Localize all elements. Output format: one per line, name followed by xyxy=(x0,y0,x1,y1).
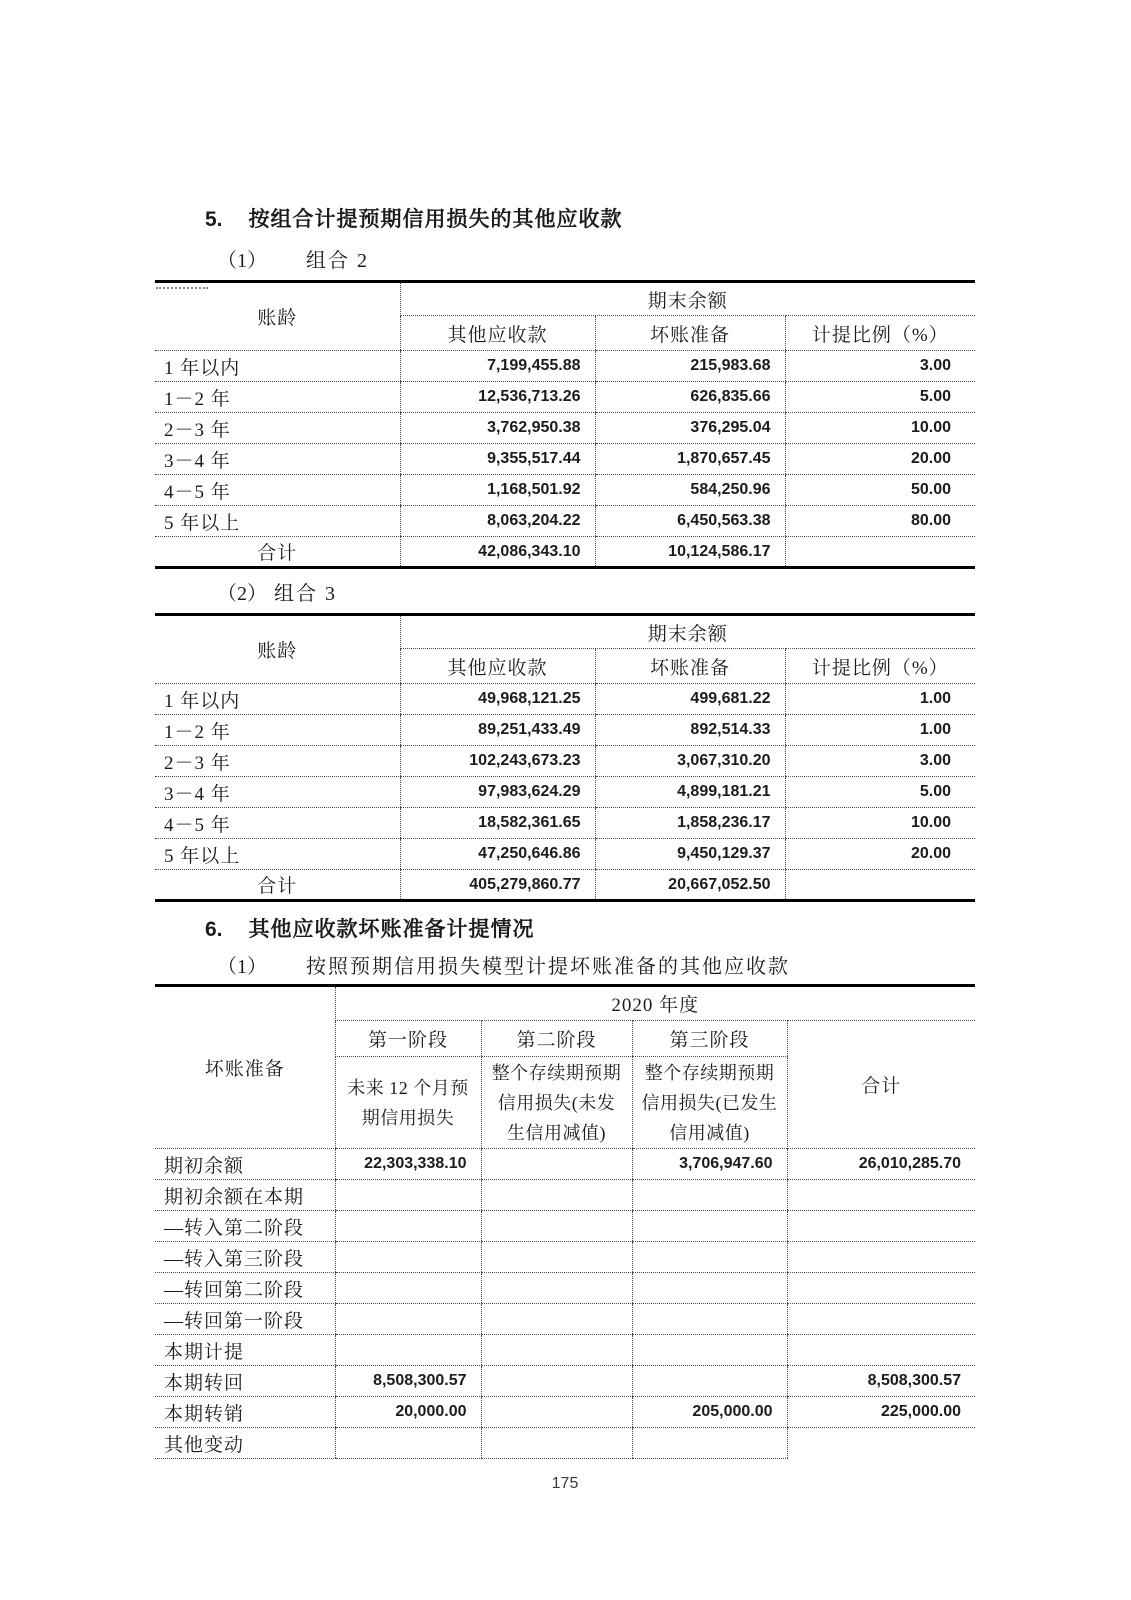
row-label-cell: —转入第二阶段 xyxy=(155,1211,335,1242)
provision-cell: 1,870,657.45 xyxy=(595,444,785,475)
stage1-cell xyxy=(335,1304,481,1335)
provision-cell: 584,250.96 xyxy=(595,475,785,506)
column-header-provision: 坏账准备 xyxy=(595,649,785,684)
receivable-cell: 102,243,673.23 xyxy=(400,746,595,777)
stage2-cell xyxy=(481,1428,632,1459)
provision-cell: 4,899,181.21 xyxy=(595,777,785,808)
stage1-cell: 8,508,300.57 xyxy=(335,1366,481,1397)
stage3-cell xyxy=(632,1242,787,1273)
receivable-cell: 18,582,361.65 xyxy=(400,808,595,839)
ratio-cell: 1.00 xyxy=(785,715,975,746)
provision-cell: 6,450,563.38 xyxy=(595,506,785,537)
ratio-cell: 50.00 xyxy=(785,475,975,506)
total-cell xyxy=(787,1211,975,1242)
aging-cell: 2－3 年 xyxy=(155,746,400,777)
row-label-cell: 本期转销 xyxy=(155,1397,335,1428)
aging-cell: 1 年以内 xyxy=(155,351,400,382)
stage3-header: 第三阶段 xyxy=(632,1021,787,1057)
table-row xyxy=(155,1397,975,1428)
total-label-cell: 合计 xyxy=(155,537,400,568)
receivable-cell: 97,983,624.29 xyxy=(400,777,595,808)
row-label-cell: 本期转回 xyxy=(155,1366,335,1397)
total-cell xyxy=(787,1304,975,1335)
table-row xyxy=(155,1428,975,1459)
aging-cell: 5 年以上 xyxy=(155,506,400,537)
column-header-ratio: 计提比例（%） xyxy=(785,316,975,351)
ratio-cell: 20.00 xyxy=(785,444,975,475)
table-row xyxy=(155,1273,975,1304)
table-row xyxy=(155,777,975,808)
stage1-description: 未来 12 个月预期信用损失 xyxy=(335,1057,481,1149)
stage2-cell xyxy=(481,1335,632,1366)
section5-number: 5. xyxy=(205,208,223,231)
total-row xyxy=(155,870,975,901)
section6-number: 6. xyxy=(205,918,223,941)
ratio-cell xyxy=(785,537,975,568)
total-cell xyxy=(787,1180,975,1211)
column-header-receivable: 其他应收款 xyxy=(400,649,595,684)
column-header-ratio: 计提比例（%） xyxy=(785,649,975,684)
stage1-cell xyxy=(335,1180,481,1211)
total-header: 合计 xyxy=(787,1021,975,1149)
stage2-cell xyxy=(481,1304,632,1335)
total-cell: 225,000.00 xyxy=(787,1397,975,1428)
total-cell xyxy=(787,1242,975,1273)
stage3-cell xyxy=(632,1211,787,1242)
row-label-cell: 期初余额 xyxy=(155,1149,335,1180)
scan-artifact xyxy=(156,287,208,289)
total-cell xyxy=(787,1335,975,1366)
stage3-cell: 205,000.00 xyxy=(632,1397,787,1428)
stage1-header: 第一阶段 xyxy=(335,1021,481,1057)
ratio-cell: 10.00 xyxy=(785,413,975,444)
stage1-cell xyxy=(335,1273,481,1304)
corner-header-provision: 坏账准备 xyxy=(155,986,335,1149)
table-row xyxy=(155,351,975,382)
row-label-cell: —转回第二阶段 xyxy=(155,1273,335,1304)
combo3-table xyxy=(155,613,975,902)
stage3-description: 整个存续期预期信用损失(已发生信用减值) xyxy=(632,1057,787,1149)
receivable-cell: 8,063,204.22 xyxy=(400,506,595,537)
table-row xyxy=(155,808,975,839)
total-cell xyxy=(787,1273,975,1304)
table-row xyxy=(155,506,975,537)
total-cell xyxy=(787,1428,975,1459)
total-row xyxy=(155,537,975,568)
aging-cell: 1－2 年 xyxy=(155,382,400,413)
ratio-cell: 3.00 xyxy=(785,351,975,382)
provision-cell: 626,835.66 xyxy=(595,382,785,413)
provision-cell: 892,514.33 xyxy=(595,715,785,746)
stage2-cell xyxy=(481,1397,632,1428)
page-number: 175 xyxy=(551,1475,579,1492)
receivable-cell: 405,279,860.77 xyxy=(400,870,595,901)
row-label-cell: —转回第一阶段 xyxy=(155,1304,335,1335)
table-row xyxy=(155,715,975,746)
column-header-aging: 账龄 xyxy=(155,282,400,351)
table-row xyxy=(155,1366,975,1397)
ratio-cell: 10.00 xyxy=(785,808,975,839)
ratio-cell: 5.00 xyxy=(785,777,975,808)
stage2-description: 整个存续期预期信用损失(未发生信用减值) xyxy=(481,1057,632,1149)
provision-cell: 1,858,236.17 xyxy=(595,808,785,839)
receivable-cell: 7,199,455.88 xyxy=(400,351,595,382)
row-label-cell: 本期计提 xyxy=(155,1335,335,1366)
aging-cell: 4－5 年 xyxy=(155,475,400,506)
combo2-table xyxy=(155,280,975,569)
section5-heading xyxy=(205,206,975,236)
provision-cell: 3,067,310.20 xyxy=(595,746,785,777)
provision-cell: 20,667,052.50 xyxy=(595,870,785,901)
section6-subheading xyxy=(217,954,975,980)
stage1-cell xyxy=(335,1242,481,1273)
column-header-provision: 坏账准备 xyxy=(595,316,785,351)
column-header-ending-balance: 期末余额 xyxy=(400,615,975,649)
provision-cell: 499,681.22 xyxy=(595,684,785,715)
provision-cell: 376,295.04 xyxy=(595,413,785,444)
table-row xyxy=(155,444,975,475)
ratio-cell: 80.00 xyxy=(785,506,975,537)
combo2-subheading xyxy=(217,248,975,274)
combo2-title: 组合 2 xyxy=(306,250,369,272)
row-label-cell: 其他变动 xyxy=(155,1428,335,1459)
table-row xyxy=(155,684,975,715)
ratio-cell: 1.00 xyxy=(785,684,975,715)
aging-cell: 5 年以上 xyxy=(155,839,400,870)
table-row xyxy=(155,1211,975,1242)
combo3-subheading xyxy=(217,581,975,607)
table-row xyxy=(155,475,975,506)
total-cell: 8,508,300.57 xyxy=(787,1366,975,1397)
stage2-cell xyxy=(481,1211,632,1242)
table-row xyxy=(155,746,975,777)
aging-cell: 1－2 年 xyxy=(155,715,400,746)
aging-cell: 4－5 年 xyxy=(155,808,400,839)
provision-table xyxy=(155,984,975,1459)
receivable-cell: 9,355,517.44 xyxy=(400,444,595,475)
total-label-cell: 合计 xyxy=(155,870,400,901)
section6-title: 其他应收款坏账准备计提情况 xyxy=(248,918,535,941)
stage2-cell xyxy=(481,1149,632,1180)
table-row xyxy=(155,382,975,413)
combo2-label: （1） xyxy=(217,250,267,272)
provision-cell: 215,983.68 xyxy=(595,351,785,382)
row-label-cell: —转入第三阶段 xyxy=(155,1242,335,1273)
receivable-cell: 3,762,950.38 xyxy=(400,413,595,444)
section6-sub-label: （1） xyxy=(217,956,267,978)
stage1-cell xyxy=(335,1428,481,1459)
stage1-cell xyxy=(335,1211,481,1242)
ratio-cell: 5.00 xyxy=(785,382,975,413)
stage3-cell xyxy=(632,1273,787,1304)
stage2-header: 第二阶段 xyxy=(481,1021,632,1057)
receivable-cell: 42,086,343.10 xyxy=(400,537,595,568)
stage3-cell xyxy=(632,1335,787,1366)
combo3-label: （2） xyxy=(217,583,267,605)
table-row xyxy=(155,1180,975,1211)
section6-heading xyxy=(205,916,975,946)
stage3-cell xyxy=(632,1180,787,1211)
stage2-cell xyxy=(481,1242,632,1273)
table-row xyxy=(155,413,975,444)
section5-title: 按组合计提预期信用损失的其他应收款 xyxy=(248,208,623,231)
aging-cell: 2－3 年 xyxy=(155,413,400,444)
table-row xyxy=(155,1242,975,1273)
total-cell: 26,010,285.70 xyxy=(787,1149,975,1180)
receivable-cell: 12,536,713.26 xyxy=(400,382,595,413)
row-label-cell: 期初余额在本期 xyxy=(155,1180,335,1211)
receivable-cell: 1,168,501.92 xyxy=(400,475,595,506)
provision-cell: 9,450,129.37 xyxy=(595,839,785,870)
stage1-cell: 20,000.00 xyxy=(335,1397,481,1428)
provision-cell: 10,124,586.17 xyxy=(595,537,785,568)
stage3-cell xyxy=(632,1366,787,1397)
column-header-ending-balance: 期末余额 xyxy=(400,282,975,316)
aging-cell: 3－4 年 xyxy=(155,777,400,808)
stage2-cell xyxy=(481,1180,632,1211)
year-header: 2020 年度 xyxy=(335,986,975,1021)
ratio-cell: 20.00 xyxy=(785,839,975,870)
table-row xyxy=(155,839,975,870)
table-row xyxy=(155,1335,975,1366)
column-header-receivable: 其他应收款 xyxy=(400,316,595,351)
stage1-cell: 22,303,338.10 xyxy=(335,1149,481,1180)
receivable-cell: 49,968,121.25 xyxy=(400,684,595,715)
combo3-title: 组合 3 xyxy=(274,583,337,605)
table-row xyxy=(155,1304,975,1335)
stage3-cell xyxy=(632,1304,787,1335)
stage1-cell xyxy=(335,1335,481,1366)
column-header-aging: 账龄 xyxy=(155,615,400,684)
receivable-cell: 89,251,433.49 xyxy=(400,715,595,746)
ratio-cell xyxy=(785,870,975,901)
table-row xyxy=(155,1149,975,1180)
ratio-cell: 3.00 xyxy=(785,746,975,777)
receivable-cell: 47,250,646.86 xyxy=(400,839,595,870)
stage2-cell xyxy=(481,1273,632,1304)
aging-cell: 1 年以内 xyxy=(155,684,400,715)
stage3-cell: 3,706,947.60 xyxy=(632,1149,787,1180)
aging-cell: 3－4 年 xyxy=(155,444,400,475)
stage3-cell xyxy=(632,1428,787,1459)
stage2-cell xyxy=(481,1366,632,1397)
section6-sub-title: 按照预期信用损失模型计提坏账准备的其他应收款 xyxy=(306,956,790,978)
